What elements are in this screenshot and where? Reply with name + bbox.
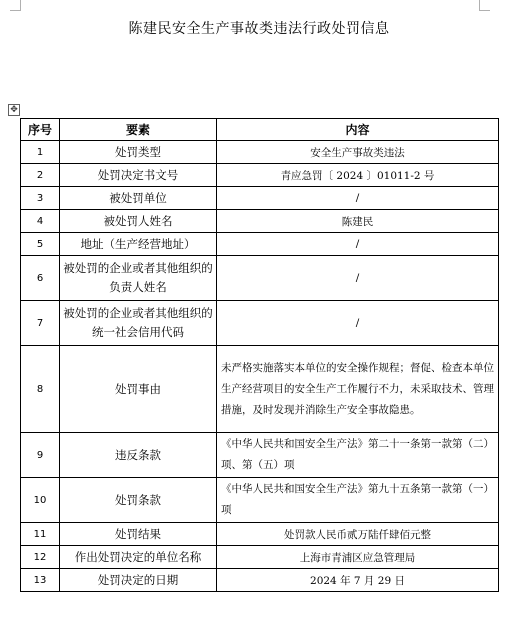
row-content: 安全生产事故类违法 (217, 141, 499, 164)
row-number: 9 (21, 433, 60, 478)
table-header-row (21, 119, 499, 141)
row-element: 违反条款 (60, 433, 217, 478)
table-row (21, 164, 499, 187)
row-number: 2 (21, 164, 60, 187)
row-content: / (217, 187, 499, 210)
row-element: 处罚结果 (60, 523, 217, 546)
table-row (21, 523, 499, 546)
document-title: 陈建民安全生产事故类违法行政处罚信息 (128, 21, 390, 37)
table-row (21, 233, 499, 256)
row-number: 10 (21, 478, 60, 523)
row-number: 8 (21, 346, 60, 433)
row-content: 2024 年 7 月 29 日 (217, 569, 499, 592)
row-element: 处罚决定书文号 (60, 164, 217, 187)
row-content: 《中华人民共和国安全生产法》第九十五条第一款第（一）项 (217, 478, 499, 523)
table-row (21, 346, 499, 433)
row-element: 被处罚的企业或者其他组织的统一社会信用代码 (60, 301, 217, 346)
row-element: 处罚类型 (60, 141, 217, 164)
page-corner-mark-right (479, 0, 490, 11)
row-element: 处罚事由 (60, 346, 217, 433)
row-number: 4 (21, 210, 60, 233)
row-element: 被处罚单位 (60, 187, 217, 210)
row-number: 1 (21, 141, 60, 164)
row-number: 3 (21, 187, 60, 210)
row-content: 青应急罚〔 2024 〕01011-2 号 (217, 164, 499, 187)
row-content: 陈建民 (217, 210, 499, 233)
row-element: 被处罚的企业或者其他组织的负责人姓名 (60, 256, 217, 301)
table-row (21, 256, 499, 301)
table-row (21, 546, 499, 569)
row-content: / (217, 256, 499, 301)
row-element: 处罚决定的日期 (60, 569, 217, 592)
row-number: 5 (21, 233, 60, 256)
row-element: 被处罚人姓名 (60, 210, 217, 233)
row-number: 11 (21, 523, 60, 546)
row-number: 13 (21, 569, 60, 592)
table-row (21, 301, 499, 346)
row-content: / (217, 301, 499, 346)
table-row (21, 141, 499, 164)
table-row (21, 187, 499, 210)
row-content: 处罚款人民币贰万陆仟肆佰元整 (217, 523, 499, 546)
row-content: / (217, 233, 499, 256)
table-move-handle-icon[interactable]: ✥ (8, 104, 20, 116)
row-content: 上海市青浦区应急管理局 (217, 546, 499, 569)
header-content: 内容 (217, 119, 499, 141)
row-content: 未严格实施落实本单位的安全操作规程；督促、检查本单位生产经营项目的安全生产工作履行不力，未采取技术、管理措施，及时发现并消除生产安全事故隐患。 (217, 346, 499, 433)
row-element: 处罚条款 (60, 478, 217, 523)
row-number: 12 (21, 546, 60, 569)
row-content: 《中华人民共和国安全生产法》第二十一条第一款第（二）项、第（五）项 (217, 433, 499, 478)
penalty-info-table (20, 118, 499, 592)
row-element: 作出处罚决定的单位名称 (60, 546, 217, 569)
page-corner-mark-left (10, 0, 21, 11)
header-serial-number: 序号 (21, 119, 60, 141)
row-element: 地址（生产经营地址） (60, 233, 217, 256)
table-row (21, 210, 499, 233)
header-element: 要素 (60, 119, 217, 141)
table-row (21, 433, 499, 478)
table-row (21, 569, 499, 592)
row-number: 7 (21, 301, 60, 346)
row-number: 6 (21, 256, 60, 301)
table-row (21, 478, 499, 523)
